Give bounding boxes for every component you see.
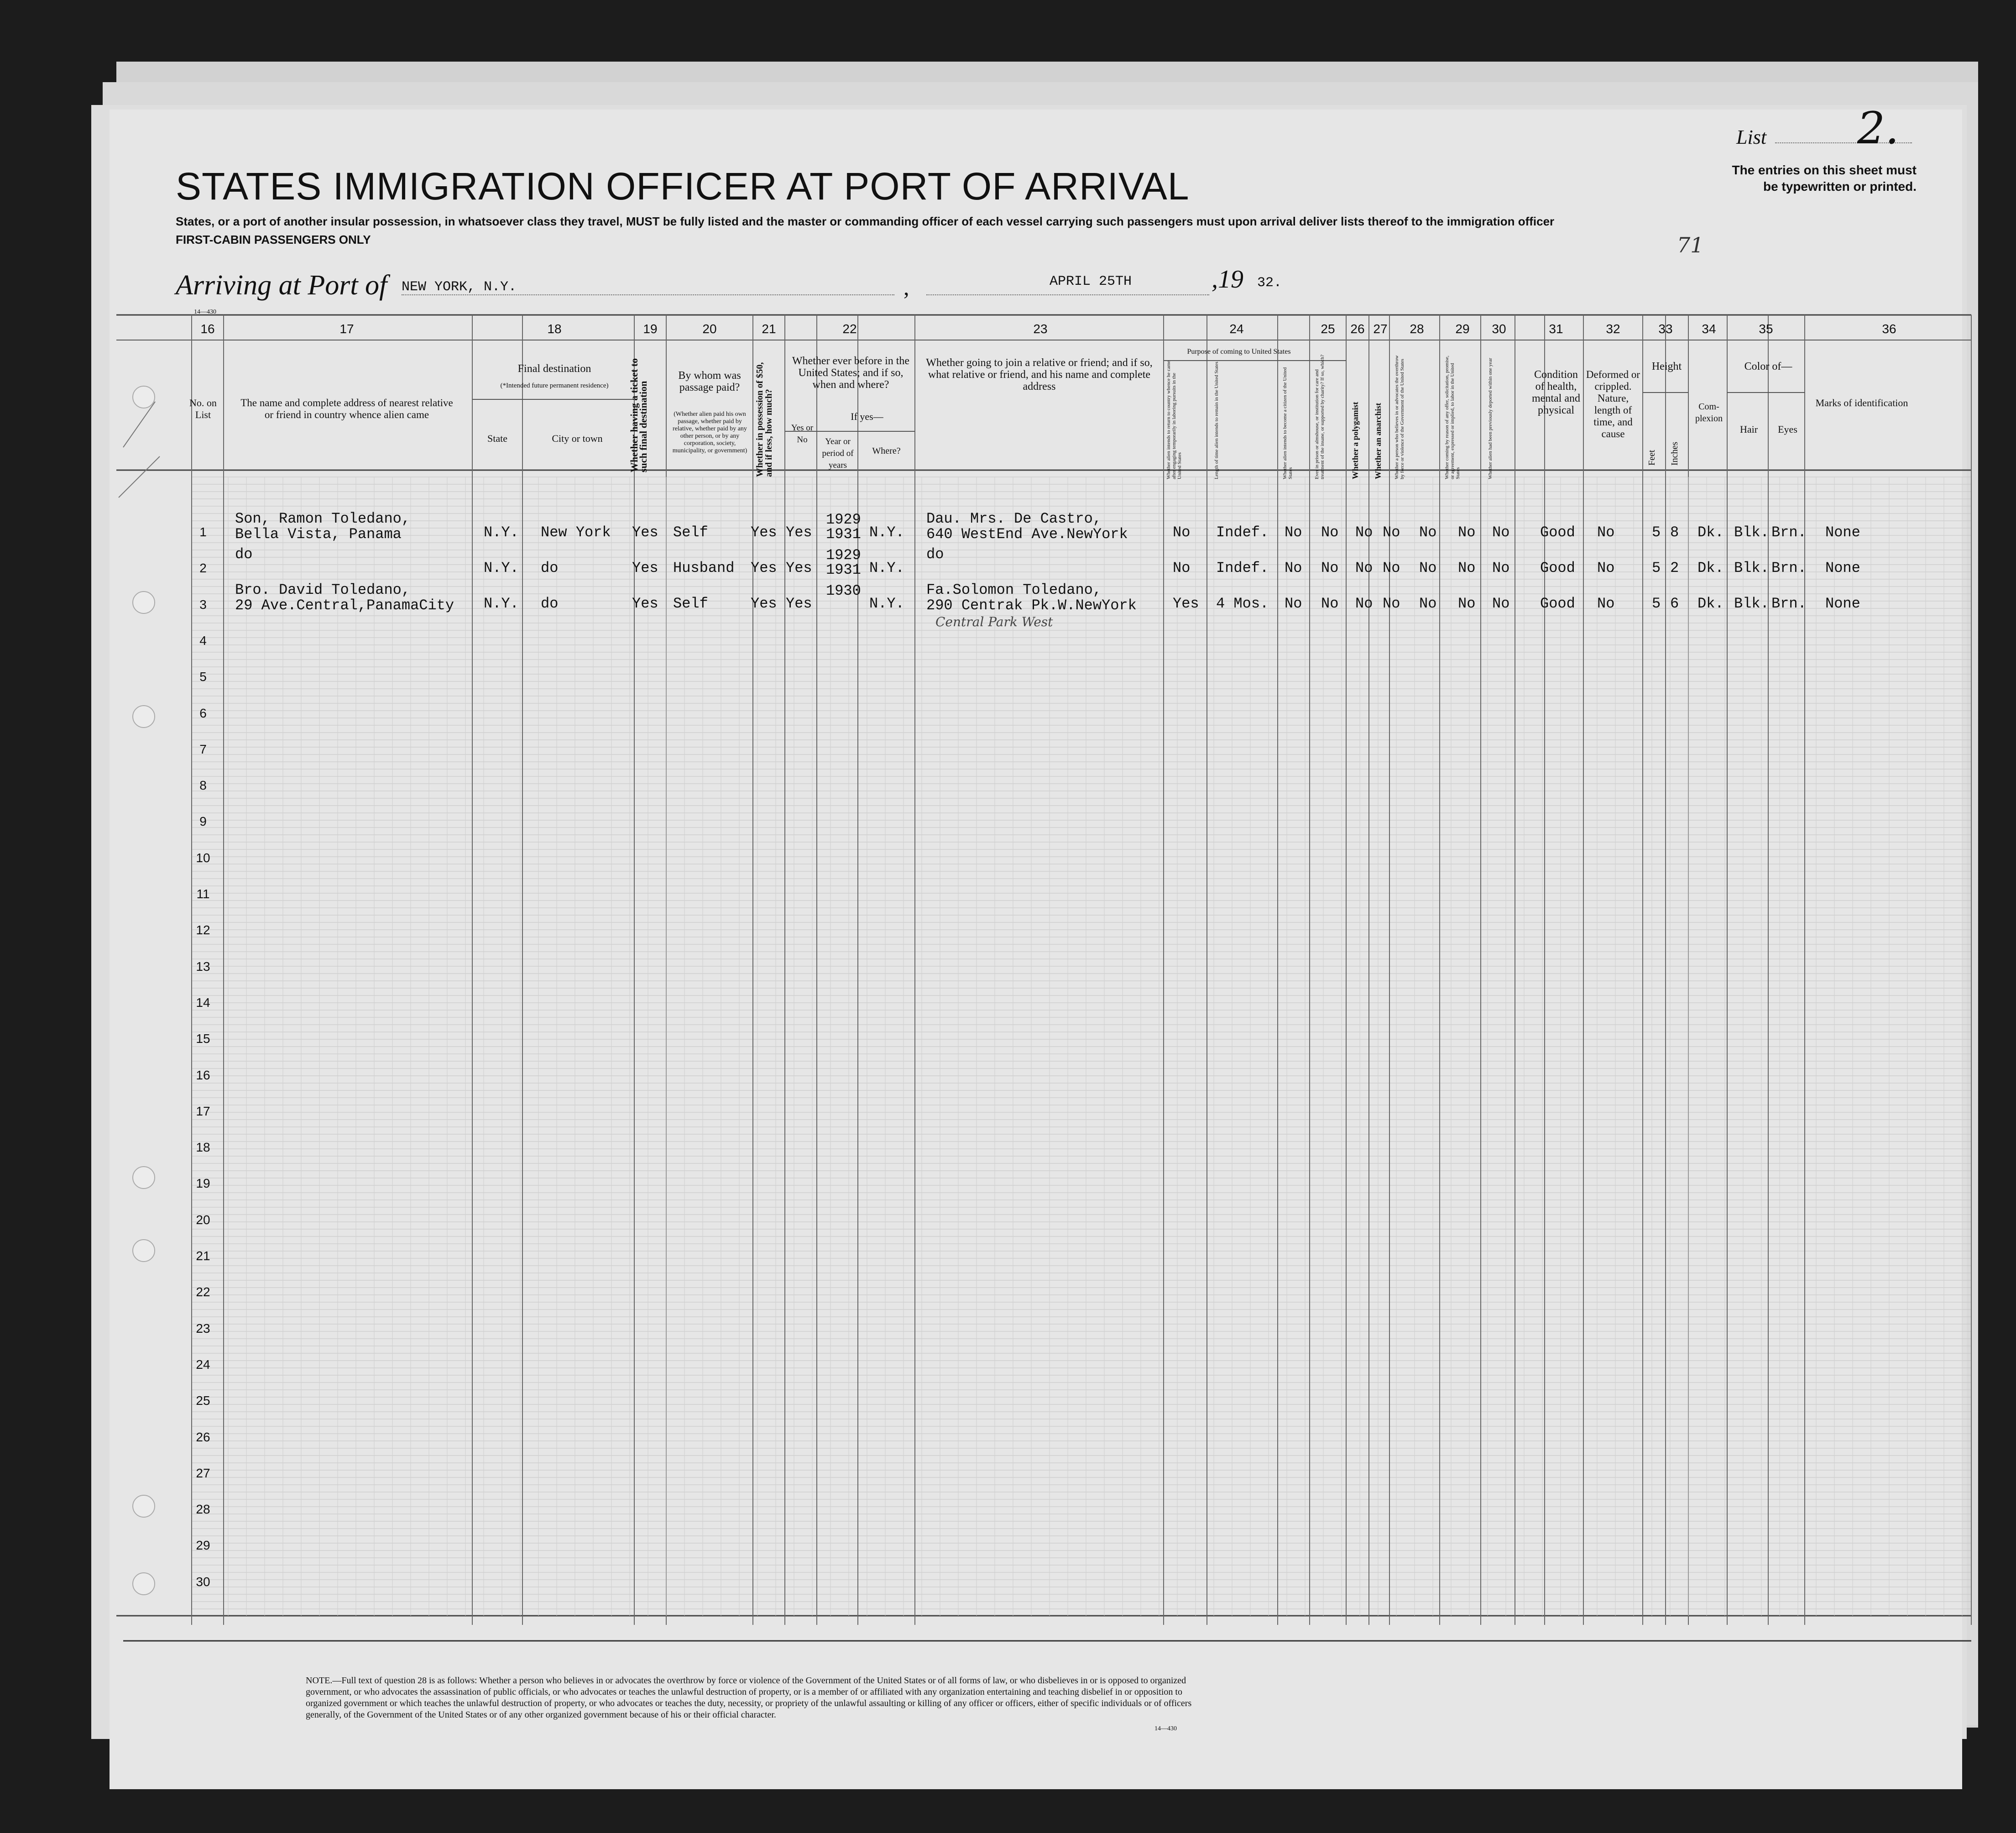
cell-state: N.Y.: [484, 595, 519, 612]
cell-paid-by: Self: [673, 595, 708, 612]
date-line: [926, 294, 1209, 295]
cell-eyes: Brn.: [1771, 524, 1807, 541]
cell-health: Good: [1540, 560, 1575, 576]
header-no-on-list: No. on List: [189, 397, 217, 420]
cell-relative-1: do: [235, 546, 253, 563]
class-line: FIRST-CABIN PASSENGERS ONLY: [176, 233, 371, 246]
cell-years-1: 1929: [826, 511, 861, 528]
cell-where: N.Y.: [869, 560, 904, 576]
cell-marks: None: [1825, 595, 1860, 612]
column-number: 31: [1549, 322, 1563, 336]
cell-citizen: No: [1285, 560, 1302, 576]
cell-money: Yes: [751, 595, 777, 612]
cell-years-2: 1931: [826, 526, 861, 543]
cell-years-2: 1931: [826, 561, 861, 578]
header-eyes: Eyes: [1778, 424, 1797, 435]
cell-marks: None: [1825, 560, 1860, 576]
row-number: 11: [196, 887, 210, 901]
cell-c30: No: [1492, 595, 1510, 612]
cell-ticket: Yes: [632, 595, 658, 612]
cell-paid-by: Husband: [673, 560, 735, 576]
header-inches: Inches: [1670, 441, 1680, 466]
cell-before: Yes: [786, 595, 812, 612]
column-number: 30: [1492, 322, 1506, 336]
list-number: 2.: [1857, 103, 1899, 154]
cell-hair: Blk.: [1734, 524, 1769, 541]
list-label: List: [1736, 126, 1767, 148]
cell-state: N.Y.: [484, 560, 519, 576]
year-prefix: ,19: [1212, 265, 1243, 293]
row-number: 29: [196, 1538, 210, 1553]
year-value: 32.: [1257, 275, 1282, 291]
row-number: 27: [196, 1466, 210, 1480]
cell-eyes: Brn.: [1771, 560, 1807, 576]
column-number: 19: [643, 322, 658, 336]
footer-note: NOTE.—Full text of question 28 is as follows: Whether a person who believes in or advocates the overthrow by force or violence of the Government of the United States or of all forms of law, or who disbelieves in or is opposed to organized government, or who advocates the assassination of public officials, or who advocates or teaches the unlawful destruction of property, or is a member of or affiliated with any organization entertaining and teaching disbelief in or opposition to organized government or which teaches the unlawful destruction of property, or who advocates or teaches the duty, necessity, or propriety of the unlawful assaulting or killing of any officer or officers, either of specific individuals or of officers generally, of the Government of the United States or of any other organized government because of his or their official character.: [306, 1676, 1192, 1720]
cell-c25: No: [1321, 560, 1339, 576]
cell-ticket: Yes: [632, 524, 658, 541]
cell-deformed: No: [1597, 595, 1615, 612]
header-polygamist: Whether a polygamist: [1351, 402, 1360, 479]
cell-c29: No: [1458, 560, 1476, 576]
cell-c26: No: [1355, 560, 1373, 576]
cell-c27: No: [1383, 560, 1400, 576]
row-number: 23: [196, 1321, 210, 1335]
row-number: 24: [196, 1357, 210, 1372]
cell-health: Good: [1540, 524, 1575, 541]
cell-return: Yes: [1173, 595, 1199, 612]
header-join-relative: Whether going to join a relative or friend; and if so, what relative or friend, and his name and complete address: [926, 357, 1153, 393]
cell-inches: 6: [1670, 595, 1679, 612]
column-number: 33: [1658, 322, 1673, 336]
cell-join-2: 290 Centrak Pk.W.NewYork: [926, 597, 1137, 614]
column-number: 26: [1350, 322, 1365, 336]
header-length: Length of time alien intends to remain in the United States: [1214, 361, 1219, 479]
cell-city: do: [541, 595, 559, 612]
cell-c26: No: [1355, 524, 1373, 541]
cell-ticket: Yes: [632, 560, 658, 576]
column-number: 34: [1702, 322, 1716, 336]
cell-length: Indef.: [1216, 560, 1269, 576]
header-if-yes: If yes—: [851, 411, 883, 422]
header-marks: Marks of identification: [1815, 397, 1908, 408]
column-number: 32: [1606, 322, 1620, 336]
column-number: 27: [1373, 322, 1388, 336]
entries-note: [1688, 162, 1917, 195]
cell-citizen: No: [1285, 595, 1302, 612]
cell-join-1: Fa.Solomon Toledano,: [926, 581, 1102, 598]
row-number: 18: [196, 1140, 210, 1155]
column-number: 29: [1455, 322, 1470, 336]
cell-c29: No: [1458, 595, 1476, 612]
row-number: 15: [196, 1032, 210, 1046]
cell-join-1: Dau. Mrs. De Castro,: [926, 510, 1102, 527]
row-number: 25: [196, 1393, 210, 1408]
header-prison: Ever in prison or almshouse, or institution for care and treatment of the insane, or supported by charity? If so, which?: [1314, 354, 1325, 479]
header-final-destination-note: (*Intended future permanent residence): [500, 382, 609, 389]
punch-hole: [132, 1166, 155, 1189]
column-number: 23: [1033, 322, 1048, 336]
header-return: Whether alien intends to return to country whence he came after engaging temporarily in laboring pursuits in the United States: [1166, 361, 1182, 479]
header-final-destination: Final destination: [517, 363, 591, 375]
entries-note-2: be typewritten or printed.: [1763, 179, 1917, 194]
cell-c30: No: [1492, 524, 1510, 541]
row-number: 21: [196, 1249, 210, 1263]
cell-city: do: [541, 560, 559, 576]
header-paid-by: By whom was passage paid?: [678, 370, 741, 393]
punch-hole: [132, 1495, 155, 1518]
cell-relative-1: Bro. David Toledano,: [235, 581, 411, 598]
handwritten-correction: Central Park West: [935, 614, 1053, 629]
cell-deformed: No: [1597, 524, 1615, 541]
row-number: 2: [199, 561, 207, 576]
row-number: 12: [196, 923, 210, 937]
cell-c29: No: [1458, 524, 1476, 541]
column-number: 25: [1321, 322, 1335, 336]
cell-c25: No: [1321, 595, 1339, 612]
cell-c28: No: [1419, 560, 1437, 576]
row-number: 26: [196, 1430, 210, 1444]
column-number: 16: [200, 322, 215, 336]
cell-hair: Blk.: [1734, 560, 1769, 576]
punch-hole: [132, 705, 155, 728]
row-number: 30: [196, 1574, 210, 1589]
row-number: 22: [196, 1285, 210, 1299]
row-number: 5: [199, 670, 207, 684]
header-deported: Whether alien had been previously deported within one year: [1488, 358, 1493, 479]
cell-deformed: No: [1597, 560, 1615, 576]
punch-hole: [132, 1239, 155, 1262]
arriving-label: Arriving at Port of: [176, 270, 387, 301]
cell-before: Yes: [786, 560, 812, 576]
cell-health: Good: [1540, 595, 1575, 612]
cell-relative-2: 29 Ave.Central,PanamaCity: [235, 597, 454, 614]
header-ticket: Whether having a ticket to such final destination: [628, 358, 649, 472]
header-year: Year or period of years: [822, 437, 854, 470]
row-number: 7: [199, 742, 207, 756]
header-height: Height: [1651, 361, 1682, 372]
cell-c28: No: [1419, 524, 1437, 541]
cell-where: N.Y.: [869, 595, 904, 612]
cell-money: Yes: [751, 524, 777, 541]
cell-money: Yes: [751, 560, 777, 576]
header-hair: Hair: [1739, 424, 1758, 435]
cell-feet: 5: [1652, 595, 1661, 612]
header-health: Condition of health, mental and physical: [1532, 369, 1580, 416]
column-number: 35: [1759, 322, 1773, 336]
header-yes-no: Yes or No: [791, 423, 814, 445]
header-color: Color of—: [1744, 361, 1792, 372]
header-feet: Feet: [1647, 450, 1657, 466]
header-before-in-us: Whether ever before in the United States; and if so, when and where?: [792, 355, 910, 391]
row-number: 19: [196, 1176, 210, 1191]
column-number: 20: [702, 322, 717, 336]
column-number: 36: [1882, 322, 1896, 336]
row-number: 28: [196, 1502, 210, 1517]
page-title: STATES IMMIGRATION OFFICER AT PORT OF ARRIVAL: [176, 165, 1190, 208]
header-fifty-dollars: Whether in possession of $50, and if less, how much?: [755, 362, 774, 477]
cell-citizen: No: [1285, 524, 1302, 541]
date-value: APRIL 25TH: [1050, 274, 1132, 289]
row-number: 6: [199, 706, 207, 720]
cell-length: 4 Mos.: [1216, 595, 1269, 612]
instructions: States, or a port of another insular possession, in whatsoever class they travel, MUST be fully listed and the master or commanding officer of each vessel carrying such passengers must upon arrival deliver lists thereof to the immigration officer: [176, 215, 1555, 228]
cell-hair: Blk.: [1734, 595, 1769, 612]
row-number: 16: [196, 1068, 210, 1082]
header-citizen: Whether alien intends to become a citizen of the United States: [1282, 367, 1293, 479]
header-state: State: [487, 433, 507, 444]
cell-complexion: Dk.: [1697, 595, 1724, 612]
cell-complexion: Dk.: [1697, 560, 1724, 576]
cell-c27: No: [1383, 524, 1400, 541]
row-number: 13: [196, 959, 210, 974]
cell-state: N.Y.: [484, 524, 519, 541]
cell-complexion: Dk.: [1697, 524, 1724, 541]
row-number: 8: [199, 778, 207, 793]
stamp-number: 71: [1677, 233, 1704, 257]
cell-before: Yes: [786, 524, 812, 541]
punch-hole: [132, 1572, 155, 1595]
cell-relative-2: Bella Vista, Panama: [235, 526, 402, 543]
row-number: 4: [199, 633, 207, 648]
footer-form-number: 14—430: [1154, 1725, 1177, 1732]
cell-relative-1: Son, Ramon Toledano,: [235, 510, 411, 527]
cell-c27: No: [1383, 595, 1400, 612]
cell-return: No: [1173, 524, 1191, 541]
port-line: [402, 294, 894, 295]
port-value: NEW YORK, N.Y.: [402, 279, 517, 295]
cell-c30: No: [1492, 560, 1510, 576]
cell-join-2: 640 WestEnd Ave.NewYork: [926, 526, 1128, 543]
comma-sep: ,: [904, 274, 909, 300]
punch-hole: [132, 386, 155, 408]
header-paid-by-note: (Whether alien paid his own passage, whether paid by relative, whether paid by any other person, or by any corporation, society, municipality, or government): [672, 411, 747, 454]
cell-paid-by: Self: [673, 524, 708, 541]
header-deformed: Deformed or crippled. Nature, length of time, and cause: [1586, 369, 1640, 440]
cell-return: No: [1173, 560, 1191, 576]
cell-feet: 5: [1652, 560, 1661, 576]
header-offer: Whether coming by reason of any offer, solicitation, promise, or agreement, expressed or implied, to labor in the United States: [1444, 356, 1461, 479]
header-relative: The name and complete address of nearest relative or friend in country whence alien came: [240, 397, 453, 420]
column-number: 24: [1229, 322, 1244, 336]
cell-c28: No: [1419, 595, 1437, 612]
cell-feet: 5: [1652, 524, 1661, 541]
cell-join-1: do: [926, 546, 944, 563]
row-number: 10: [196, 850, 210, 865]
cell-where: N.Y.: [869, 524, 904, 541]
column-number: 17: [339, 322, 354, 336]
header-purpose: Purpose of coming to United States: [1187, 348, 1291, 356]
row-number: 17: [196, 1104, 210, 1118]
cell-c25: No: [1321, 524, 1339, 541]
column-number: 22: [842, 322, 857, 336]
cell-inches: 2: [1670, 560, 1679, 576]
column-number: 28: [1410, 322, 1424, 336]
cell-inches: 8: [1670, 524, 1679, 541]
cell-c26: No: [1355, 595, 1373, 612]
header-where: Where?: [872, 446, 901, 456]
column-number: 21: [762, 322, 776, 336]
column-number: 18: [547, 322, 562, 336]
cell-marks: None: [1825, 524, 1860, 541]
entries-note-1: The entries on this sheet must: [1732, 163, 1917, 177]
punch-hole: [132, 591, 155, 614]
cell-years-1: 1930: [826, 582, 861, 599]
cell-years-1: 1929: [826, 547, 861, 564]
header-anarchist: Whether an anarchist: [1374, 403, 1383, 479]
row-number: 9: [199, 814, 207, 829]
row-number: 20: [196, 1212, 210, 1227]
header-city: City or town: [552, 433, 603, 444]
cell-city: New York: [541, 524, 611, 541]
header-complexion: Com-plexion: [1695, 402, 1723, 424]
cell-length: Indef.: [1216, 524, 1269, 541]
row-number: 3: [199, 597, 207, 612]
row-number: 14: [196, 995, 210, 1010]
form-number: 14—430: [194, 309, 216, 315]
header-overthrow: Whether a person who believes in or advocates the overthrow by force or violence of the Government of the United States: [1394, 355, 1405, 479]
row-number: 1: [199, 525, 207, 539]
cell-eyes: Brn.: [1771, 595, 1807, 612]
